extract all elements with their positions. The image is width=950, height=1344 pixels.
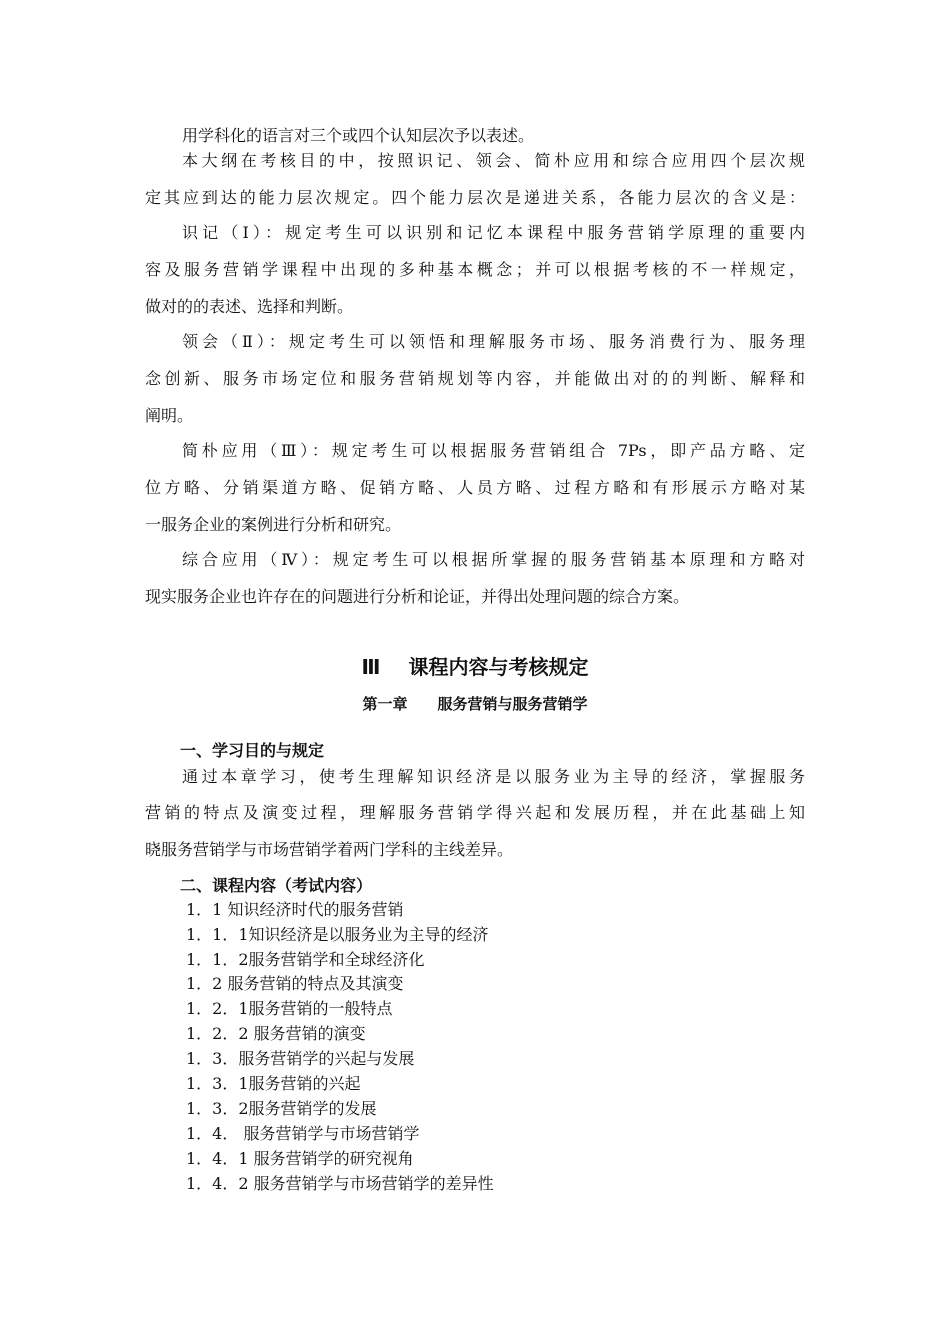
paragraph-line: 阐明。 [145, 406, 194, 425]
toc-item: 1．2 服务营销的特点及其演变 [186, 974, 404, 993]
chapter-title: 服务营销与服务营销学 [437, 695, 588, 713]
paragraph-line: 营销的特点及演变过程，理解服务营销学得兴起和发展历程，并在此基础上知 [145, 803, 805, 822]
chapter-heading [0, 694, 950, 714]
paragraph-line: 一服务企业的案例进行分析和研究。 [145, 515, 402, 534]
paragraph-line: 用学科化的语言对三个或四个认知层次予以表述。 [182, 126, 535, 145]
toc-item: 1．3．服务营销学的兴起与发展 [186, 1049, 415, 1068]
toc-item: 1．1 知识经济时代的服务营销 [186, 900, 404, 919]
paragraph-line: 位方略、分销渠道方略、促销方略、人员方略、过程方略和有形展示方略对某 [145, 478, 805, 497]
part-numeral: Ⅲ [361, 655, 381, 679]
paragraph-line: 简朴应用（Ⅲ）：规定考生可以根据服务营销组合 7Ps，即产品方略、定 [182, 441, 805, 460]
toc-item: 1．4．2 服务营销学与市场营销学的差异性 [186, 1174, 494, 1193]
paragraph-line: 念创新、服务市场定位和服务营销规划等内容，并能做出对的的判断、解释和 [145, 369, 805, 388]
toc-item: 1．4． 服务营销学与市场营销学 [186, 1124, 420, 1143]
toc-item: 1．3．2服务营销学的发展 [186, 1099, 377, 1118]
paragraph-line: 晓服务营销学与市场营销学着两门学科的主线差异。 [145, 840, 514, 859]
paragraph-line: 通过本章学习，使考生理解知识经济是以服务业为主导的经济，掌握服务 [182, 767, 805, 786]
paragraph-line: 领会（Ⅱ）：规定考生可以领悟和理解服务市场、服务消费行为、服务理 [182, 332, 805, 351]
toc-item: 1．4．1 服务营销学的研究视角 [186, 1149, 414, 1168]
paragraph-line: 识记（Ⅰ）：规定考生可以识别和记忆本课程中服务营销学原理的重要内 [182, 223, 805, 242]
section-heading-goals: 一、学习目的与规定 [180, 741, 325, 760]
section-heading-content: 二、课程内容（考试内容） [180, 876, 373, 895]
paragraph-line: 综合应用（Ⅳ）：规定考生可以根据所掌握的服务营销基本原理和方略对 [182, 550, 805, 569]
toc-item: 1．3．1服务营销的兴起 [186, 1074, 361, 1093]
chapter-number: 第一章 [362, 695, 408, 713]
paragraph-line: 定其应到达的能力层次规定。四个能力层次是递进关系，各能力层次的含义是： [145, 188, 805, 207]
toc-item: 1．2．2 服务营销的演变 [186, 1024, 366, 1043]
part-title: 课程内容与考核规定 [408, 655, 589, 679]
paragraph-line: 现实服务企业也许存在的问题进行分析和论证，并得出处理问题的综合方案。 [145, 587, 690, 606]
paragraph-line: 本大纲在考核目的中，按照识记、领会、简朴应用和综合应用四个层次规 [182, 151, 805, 170]
paragraph-line: 容及服务营销学课程中出现的多种基本概念；并可以根据考核的不一样规定， [145, 260, 805, 279]
toc-item: 1．1．2服务营销学和全球经济化 [186, 950, 425, 969]
part-heading [0, 654, 950, 680]
paragraph-line: 做对的的表述、选择和判断。 [145, 297, 354, 316]
toc-item: 1．1．1知识经济是以服务业为主导的经济 [186, 925, 489, 944]
toc-item: 1．2．1服务营销的一般特点 [186, 999, 393, 1018]
